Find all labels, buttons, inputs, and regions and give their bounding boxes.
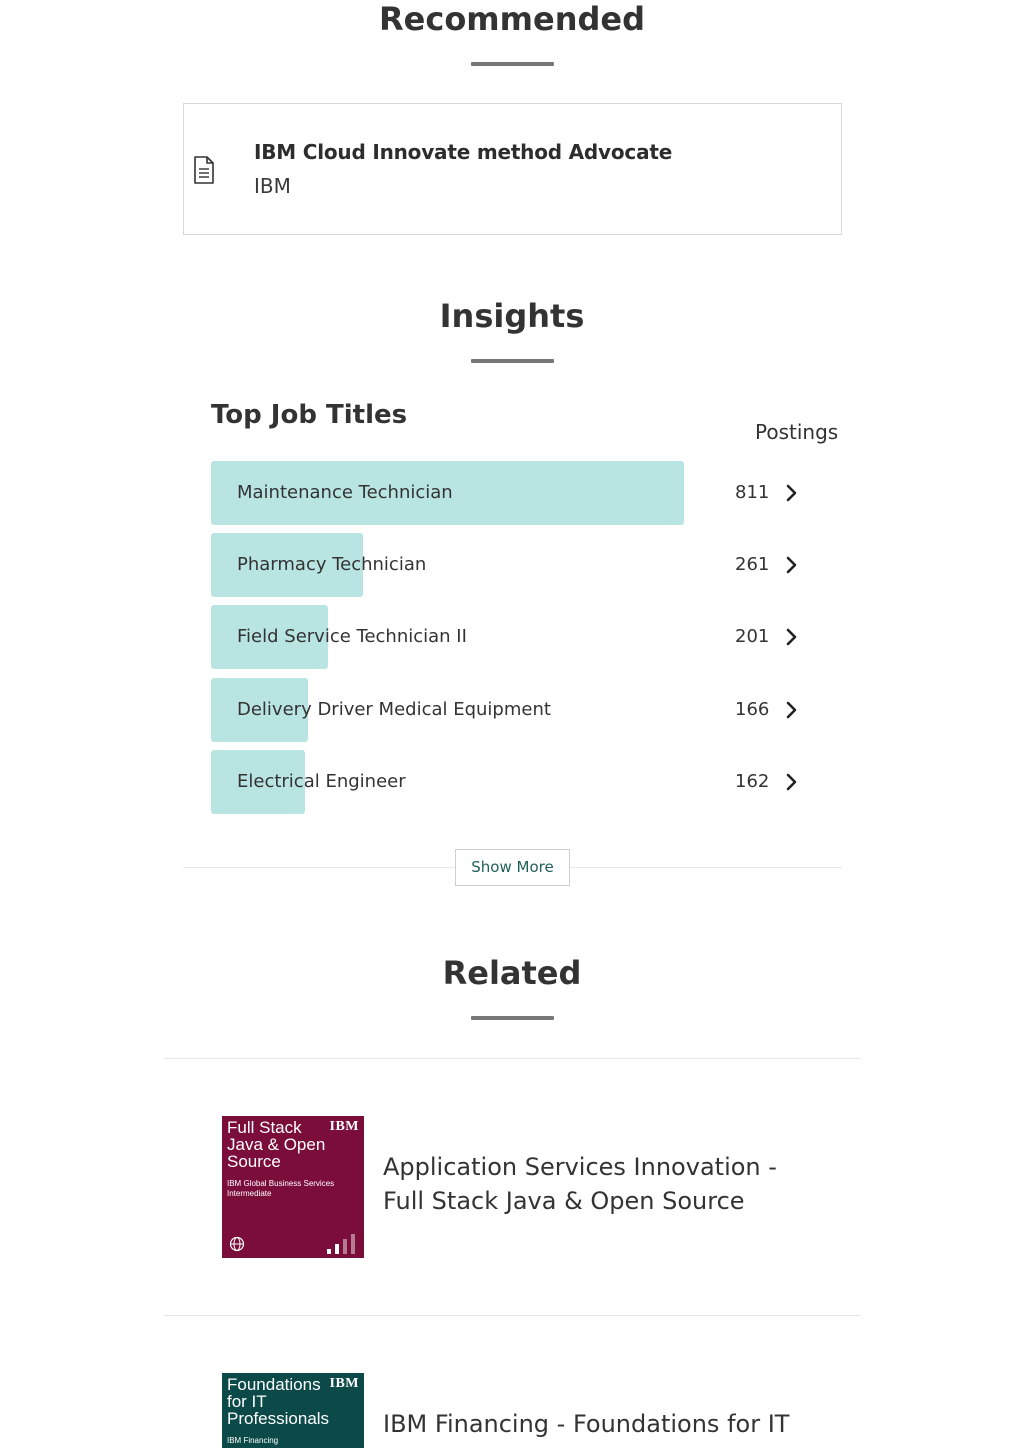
- level-bars-icon: [326, 1234, 360, 1254]
- show-more-button[interactable]: Show More: [455, 849, 570, 886]
- job-title-row[interactable]: [211, 605, 811, 669]
- related-heading: Related: [442, 954, 582, 992]
- thumbnail-subtitle: IBM Financing: [227, 1436, 279, 1445]
- thumbnail-title: Full Stack Java & Open Source: [227, 1118, 326, 1171]
- job-title-label: Electrical Engineer: [237, 771, 406, 792]
- job-title-label: Maintenance Technician: [237, 482, 453, 503]
- recommended-card-issuer: IBM: [254, 174, 291, 198]
- job-title-postings: 201: [735, 626, 770, 647]
- chevron-right-icon[interactable]: [785, 772, 799, 792]
- chevron-right-icon[interactable]: [785, 483, 799, 503]
- job-title-label: Delivery Driver Medical Equipment: [237, 699, 551, 720]
- job-title-label: Pharmacy Technician: [237, 554, 427, 575]
- ibm-logo: IBM: [329, 1119, 359, 1134]
- job-title-postings: 261: [735, 554, 770, 575]
- related-divider: [164, 1058, 861, 1059]
- related-thumbnail[interactable]: [222, 1116, 364, 1258]
- recommended-heading-rule: [471, 62, 554, 66]
- related-item-title[interactable]: Application Services Innovation - Full Stack Java & Open Source: [383, 1153, 777, 1215]
- recommended-card[interactable]: [183, 103, 842, 235]
- related-heading-rule: [471, 1016, 554, 1020]
- chevron-right-icon[interactable]: [785, 700, 799, 720]
- job-title-row[interactable]: [211, 461, 811, 525]
- chevron-right-icon[interactable]: [785, 555, 799, 575]
- insights-heading: Insights: [439, 297, 585, 335]
- thumbnail-level: Intermediate: [227, 1189, 272, 1198]
- job-title-postings: 162: [735, 771, 770, 792]
- job-title-postings: 811: [735, 482, 770, 503]
- top-job-titles-heading: Top Job Titles: [211, 400, 408, 430]
- job-title-row[interactable]: [211, 533, 811, 597]
- job-title-label: Field Service Technician II: [237, 626, 467, 647]
- job-title-row[interactable]: [211, 678, 811, 742]
- chevron-right-icon[interactable]: [785, 627, 799, 647]
- job-title-postings: 166: [735, 699, 770, 720]
- thumbnail-subtitle: IBM Global Business Services: [227, 1179, 335, 1188]
- job-title-row[interactable]: [211, 750, 811, 814]
- recommended-heading: Recommended: [379, 0, 645, 38]
- related-divider: [164, 1315, 861, 1316]
- postings-column-label: Postings: [755, 420, 839, 444]
- related-thumbnail[interactable]: [222, 1373, 364, 1448]
- related-item-title[interactable]: IBM Financing - Foundations for IT: [383, 1410, 790, 1438]
- globe-icon: [228, 1236, 246, 1252]
- document-icon: [194, 156, 214, 184]
- thumbnail-title: Foundations for IT Professionals: [227, 1375, 330, 1428]
- insights-heading-rule: [471, 359, 554, 363]
- recommended-card-title[interactable]: IBM Cloud Innovate method Advocate: [254, 140, 673, 164]
- ibm-logo: IBM: [329, 1376, 359, 1391]
